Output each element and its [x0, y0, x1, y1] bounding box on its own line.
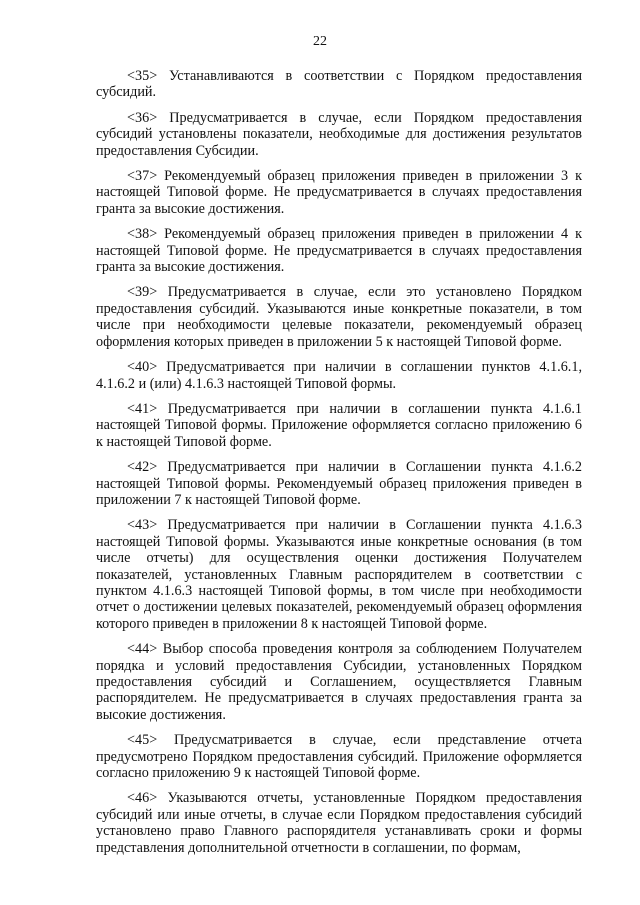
footnotes-body — [96, 68, 582, 865]
footnote-41: <41> Предусматривается при наличии в соглашении пункта 4.1.6.1 настоящей Типовой формы. Приложение оформляется согласно приложению 6 к настоящей Типовой форме. — [96, 400, 582, 450]
footnote-44: <44> Выбор способа проведения контроля за соблюдением Получателем порядка и условий предоставления Субсидии, установленных Порядком предоставления субсидий и Соглашением, осуществляется Главным распорядителем. Не предусматривается в случаях предоставления гранта за высокие достижения. — [96, 641, 582, 723]
footnote-35: <35> Устанавливаются в соответствии с Порядком предоставления субсидий. — [96, 68, 582, 101]
footnote-36: <36> Предусматривается в случае, если Порядком предоставления субсидий установлены показатели, необходимые для достижения результатов предоставления Субсидии. — [96, 109, 582, 159]
footnote-38: <38> Рекомендуемый образец приложения приведен в приложении 4 к настоящей Типовой форме. Не предусматривается в случаях предоставления гранта за высокие достижения. — [96, 226, 582, 276]
footnote-43: <43> Предусматривается при наличии в Соглашении пункта 4.1.6.3 настоящей Типовой формы. Указываются иные конкретные основания (в том числе отчеты) для осуществления оценки достижения Получателем показателей, установленных Главным распорядителем в соответствии с пунктом 4.1.6.3 настоящей Типовой формы, в том числе при необходимости отчет о достижении целевых показателей, рекомендуемый образец оформления которого приведен в приложении 8 к настоящей Типовой форме. — [96, 517, 582, 632]
footnote-37: <37> Рекомендуемый образец приложения приведен в приложении 3 к настоящей Типовой форме. Не предусматривается в случаях предоставления гранта за высокие достижения. — [96, 168, 582, 217]
page-number: 22 — [313, 34, 327, 49]
footnote-45: <45> Предусматривается в случае, если представление отчета предусмотрено Порядком предоставления субсидий. Приложение оформляется согласно приложению 9 к настоящей Типовой форме. — [96, 732, 582, 782]
footnote-40: <40> Предусматривается при наличии в соглашении пунктов 4.1.6.1, 4.1.6.2 и (или) 4.1.6.3 настоящей Типовой формы. — [96, 359, 582, 392]
footnote-42: <42> Предусматривается при наличии в Соглашении пункта 4.1.6.2 настоящей Типовой формы. Рекомендуемый образец приложения приведен в приложении 7 к настоящей Типовой форме. — [96, 459, 582, 508]
footnote-39: <39> Предусматривается в случае, если это установлено Порядком предоставления субсидий. Указываются иные конкретные показатели, в том числе при необходимости целевые показатели, рекомендуемый образец оформления которых приведен в приложении 5 к настоящей Типовой форме. — [96, 284, 582, 350]
footnote-46: <46> Указываются отчеты, установленные Порядком предоставления субсидий или иные отчеты, в случае если Порядком предоставления субсидий установлено право Главного распорядителя устанавливать сроки и формы представления дополнительной отчетности в соглашении, по формам, — [96, 790, 582, 856]
